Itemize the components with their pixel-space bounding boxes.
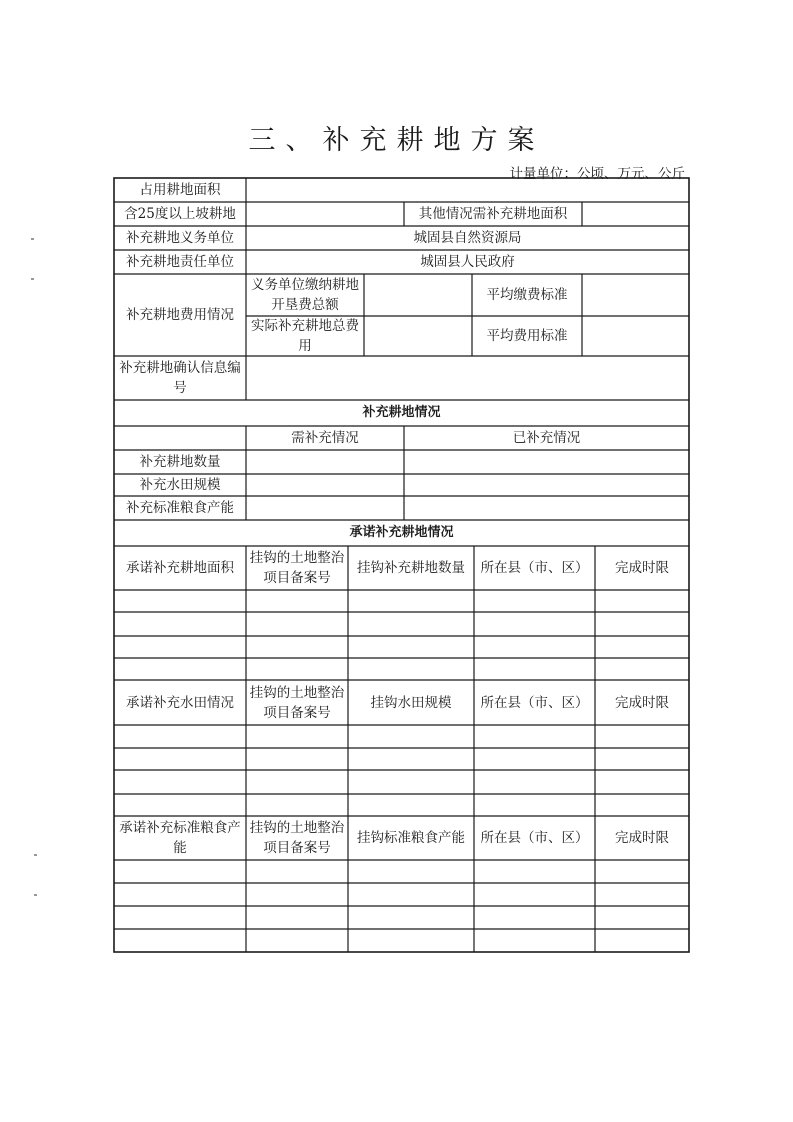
col-done-header: 已补充情况 [512, 430, 581, 446]
commit-grain-capacity-header: 挂钩标准粮食产能 [357, 830, 465, 846]
commit-county-header: 所在县（市、区） [480, 560, 589, 576]
fee-actual-label: 实际补充耕地总费用 [251, 318, 359, 354]
col-need-header: 需补充情况 [291, 430, 359, 446]
commit-grain-label: 承诺补充标准粮食产能 [119, 820, 241, 856]
commit-heading: 承诺补充耕地情况 [349, 525, 454, 540]
commit-quantity-header: 挂钩补充耕地数量 [357, 560, 465, 576]
obligation-unit-value: 城固县自然资源局 [413, 230, 522, 246]
fee-label: 补充耕地费用情况 [126, 307, 234, 323]
avg-cost-label: 平均费用标准 [486, 328, 568, 344]
unit-label: 计量单位：公顷、万元、公斤 [509, 166, 685, 182]
slope-land-label: 含25度以上坡耕地 [124, 206, 236, 222]
occupied-area-label: 占用耕地面积 [139, 182, 221, 198]
scan-speck [34, 894, 37, 896]
other-area-label: 其他情况需补充耕地面积 [418, 206, 568, 222]
commit-area-label: 承诺补充耕地面积 [126, 560, 234, 576]
commit-project-header: 挂钩的土地整治项目备案号 [249, 820, 345, 856]
avg-pay-label: 平均缴费标准 [486, 287, 568, 303]
commit-paddy-label: 承诺补充水田情况 [126, 694, 234, 711]
commit-project-header: 挂钩的土地整治项目备案号 [249, 684, 345, 721]
responsible-unit-label: 补充耕地责任单位 [126, 254, 234, 270]
responsible-unit-value: 城固县人民政府 [420, 254, 515, 270]
fee-paid-label: 义务单位缴纳耕地开垦费总额 [251, 277, 359, 313]
commit-county-header: 所在县（市、区） [480, 694, 589, 711]
commit-deadline-header: 完成时限 [615, 560, 669, 576]
commit-project-header: 挂钩的土地整治项目备案号 [249, 550, 345, 586]
scan-speck [31, 278, 34, 280]
situation-heading: 补充耕地情况 [362, 405, 441, 420]
scan-speck [31, 238, 34, 240]
commit-deadline-header: 完成时限 [615, 694, 669, 711]
commit-county-header: 所在县（市、区） [480, 830, 589, 846]
obligation-unit-label: 补充耕地义务单位 [126, 230, 234, 246]
scan-speck [34, 854, 37, 856]
commit-paddy-scale-header: 挂钩水田规模 [370, 694, 452, 711]
situation-row-label: 补充标准粮食产能 [126, 500, 234, 516]
confirm-number-label: 补充耕地确认信息编号 [119, 360, 241, 396]
commit-deadline-header: 完成时限 [615, 830, 669, 846]
situation-row-label: 补充耕地数量 [139, 454, 221, 470]
situation-row-label: 补充水田规模 [139, 477, 221, 493]
page-title: 三、补充耕地方案 [248, 125, 545, 156]
